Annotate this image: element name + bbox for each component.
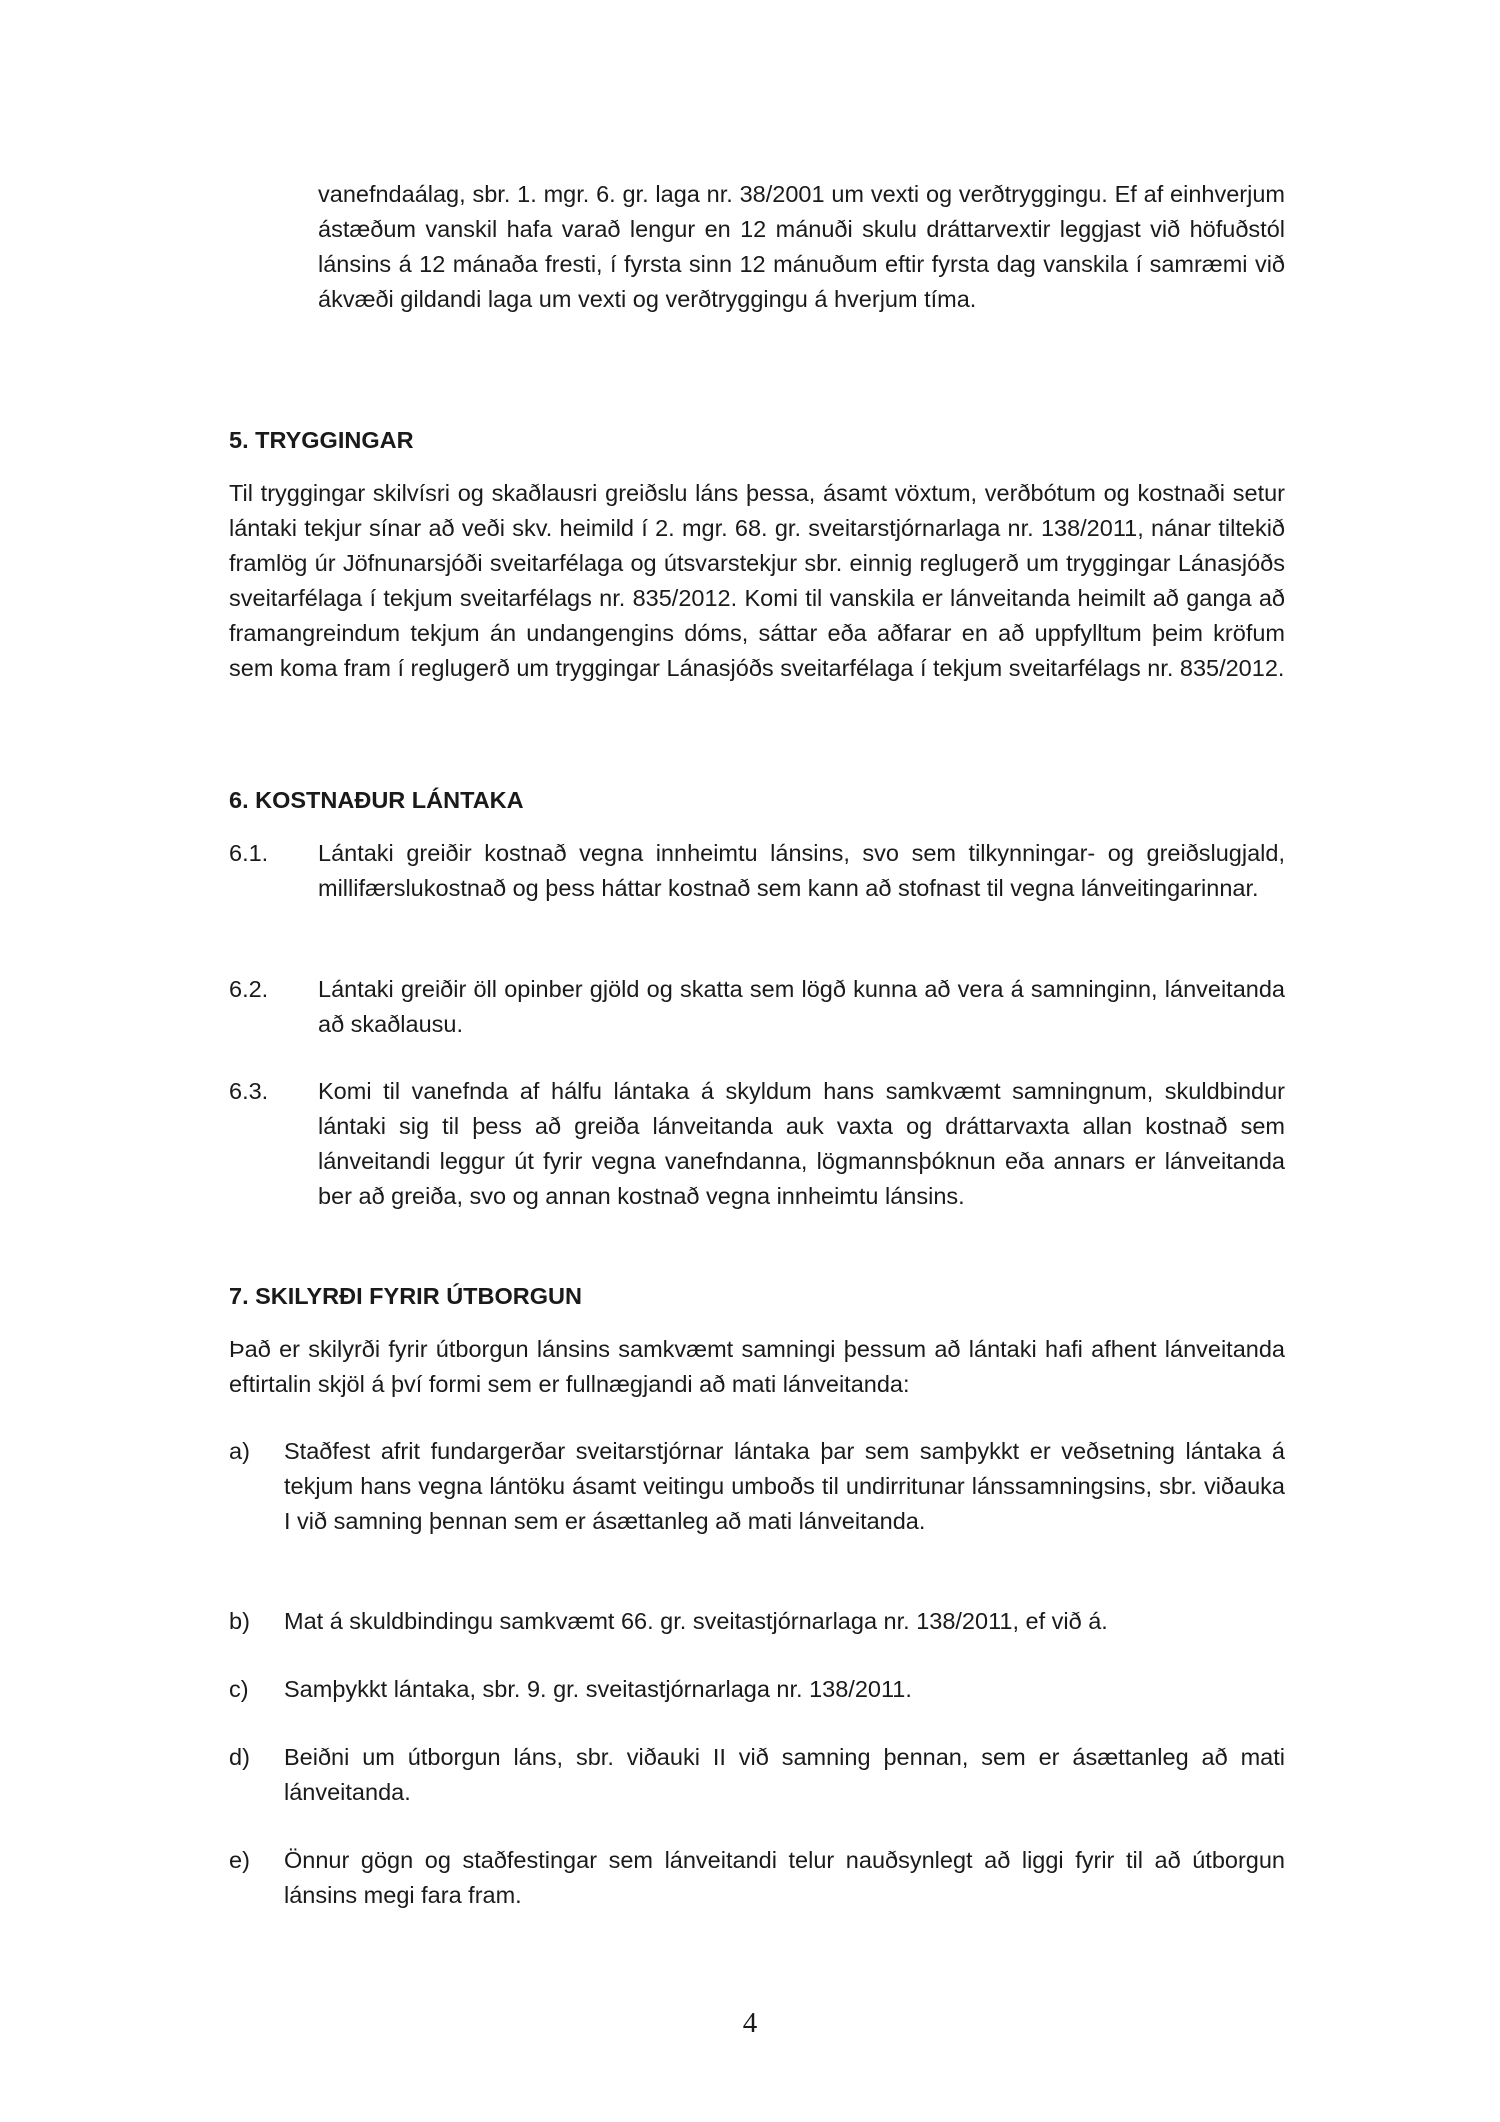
section-5-text: Til tryggingar skilvísri og skaðlausri greiðslu láns þessa, ásamt vöxtum, verðbótum og kostnaði setur lántaki tekjur sínar að veði skv. heimild í 2. mgr. 68. gr. sveitarstjórnarlaga nr. 138/2011, nánar tiltekið framlög úr Jöfnunarsjóði sveitarfélaga og útsvarstekjur sbr. einnig reglugerð um tryggingar Lánasjóðs sveitarfélaga í tekjum sveitarfélags nr. 835/2012. Komi til vanskila er lánveitanda heimilt að ganga að framangreindum tekjum án undangengins dóms, sáttar eða aðfarar en að uppfylltum þeim kröfum sem koma fram í reglugerð um tryggingar Lánasjóðs sveitarfélaga í tekjum sveitarfélags nr. 835/2012. (229, 480, 1285, 681)
item-text: Önnur gögn og staðfestingar sem lánveitandi telur nauðsynlegt að liggi fyrir til að útborgun lánsins megi fara fram. (284, 1847, 1285, 1908)
item-text: Komi til vanefnda af hálfu lántaka á skyldum hans samkvæmt samningnum, skuldbindur lántaki sig til þess að greiða lánveitanda auk vaxta og dráttarvaxta allan kostnað sem lánveitandi leggur út fyrir vegna vanefndanna, lögmannsþóknun eða annars er lánveitanda ber að greiða, svo og annan kostnað vegna innheimtu lánsins. (318, 1078, 1285, 1209)
page-number: 4 (742, 2007, 758, 2039)
item-letter: e) (229, 1847, 250, 1873)
item-letter: d) (229, 1744, 250, 1770)
item-number: 6.2. (229, 976, 269, 1002)
item-letter: a) (229, 1438, 250, 1464)
section-5-heading: 5. TRYGGINGAR (229, 427, 414, 453)
section-7-heading: 7. SKILYRÐI FYRIR ÚTBORGUN (229, 1283, 582, 1309)
item-text: Beiðni um útborgun láns, sbr. viðauki II við samning þennan, sem er ásættanleg að mati lánveitanda. (284, 1744, 1285, 1805)
continuation-paragraph: vanefndaálag, sbr. 1. mgr. 6. gr. laga nr. 38/2001 um vexti og verðtryggingu. Ef af einhverjum ástæðum vanskil hafa varað lengur en 12 mánuði skulu dráttarvextir leggjast við höfuðstól lánsins á 12 mánaða fresti, í fyrsta sinn 12 mánuðum eftir fyrsta dag vanskila í samræmi við ákvæði gildandi laga um vexti og verðtryggingu á hverjum tíma. (318, 181, 1285, 312)
item-text: Lántaki greiðir öll opinber gjöld og skatta sem lögð kunna að vera á samninginn, lánveitanda að skaðlausu. (318, 976, 1285, 1037)
section-6-heading: 6. KOSTNAÐUR LÁNTAKA (229, 787, 524, 813)
item-text: Staðfest afrit fundargerðar sveitarstjórnar lántaka þar sem samþykkt er veðsetning lántaka á tekjum hans vegna lántöku ásamt veitingu umboðs til undirritunar lánssamningsins, sbr. viðauka I við samning þennan sem er ásættanleg að mati lánveitanda. (284, 1438, 1285, 1534)
item-text: Mat á skuldbindingu samkvæmt 66. gr. sveitastjórnarlaga nr. 138/2011, ef við á. (284, 1608, 1108, 1634)
item-text: Lántaki greiðir kostnað vegna innheimtu lánsins, svo sem tilkynningar- og greiðslugjald, millifærslukostnað og þess háttar kostnað sem kann að stofnast til vegna lánveitingarinnar. (318, 840, 1285, 901)
item-letter: c) (229, 1676, 249, 1702)
item-letter: b) (229, 1608, 250, 1634)
item-number: 6.1. (229, 840, 269, 866)
item-text: Samþykkt lántaka, sbr. 9. gr. sveitastjórnarlaga nr. 138/2011. (284, 1676, 912, 1702)
section-7-intro: Það er skilyrði fyrir útborgun lánsins samkvæmt samningi þessum að lántaki hafi afhent lánveitanda eftirtalin skjöl á því formi sem er fullnægjandi að mati lánveitanda: (229, 1336, 1285, 1397)
item-number: 6.3. (229, 1078, 269, 1104)
